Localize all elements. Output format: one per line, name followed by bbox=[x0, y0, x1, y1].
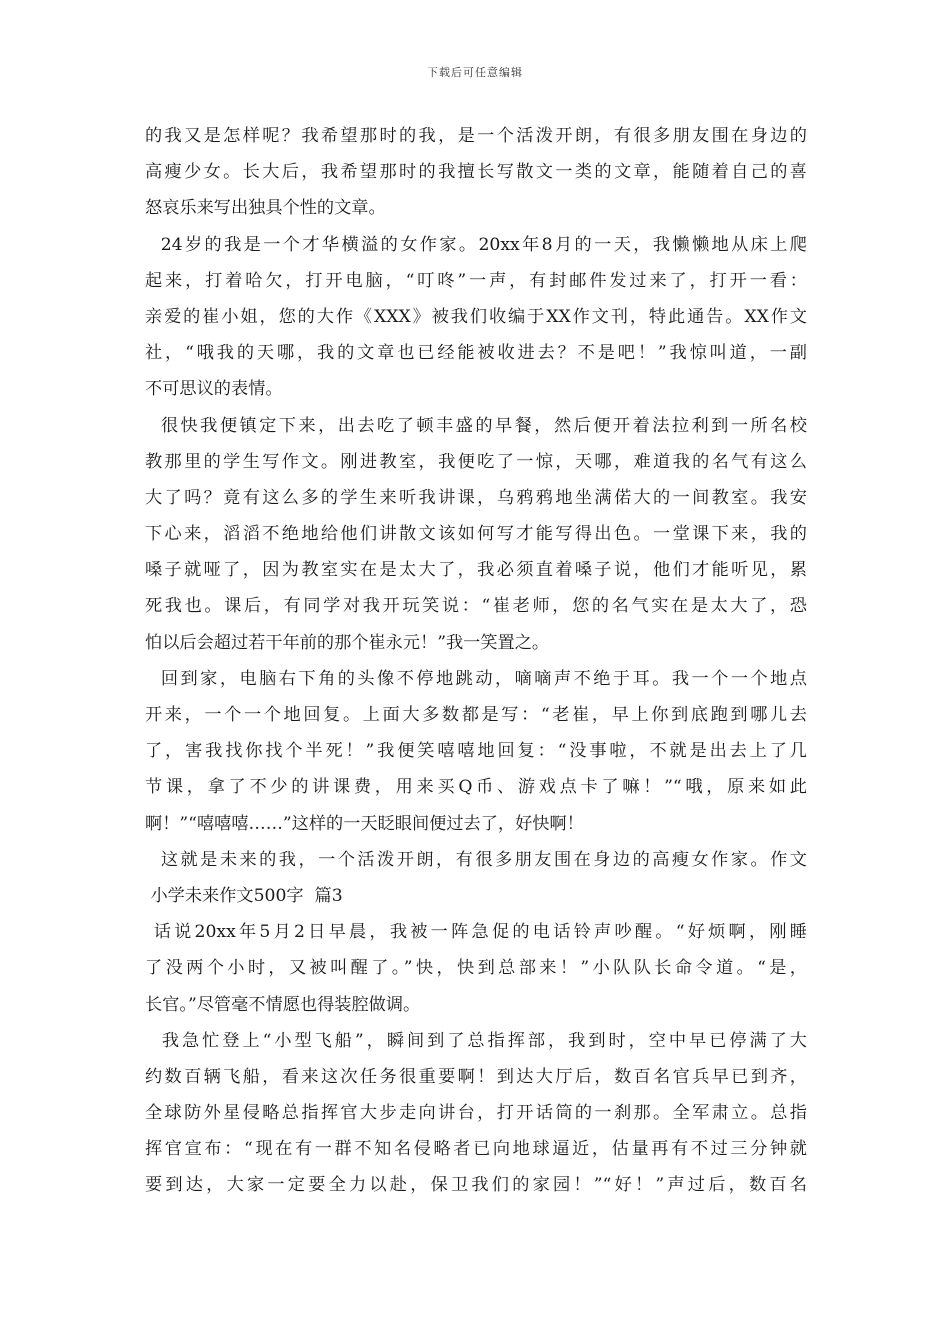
text-line: 的我又是怎样呢？我希望那时的我，是一个活泼开朗，有很多朋友围在身边的 bbox=[145, 126, 807, 146]
text-line: 大了吗？竟有这么多的学生来听我讲课，乌鸦鸦地坐满偌大的一间教室。我安 bbox=[145, 487, 807, 508]
text-line: 起来，打着哈欠，打开电脑，“叮咚”一声，有封邮件发过来了，打开一看： bbox=[145, 270, 807, 291]
text-line: 教那里的学生写作文。刚进教室，我便吃了一惊，天哪，难道我的名气有这么 bbox=[145, 451, 807, 472]
text-line: 不可思议的表情。 bbox=[145, 379, 283, 400]
text-line: 高瘦少女。长大后，我希望那时的我擅长写散文一类的文章，能随着自己的喜 bbox=[145, 162, 807, 183]
document-body bbox=[145, 118, 807, 1204]
text-line: 死我也。课后，有同学对我开玩笑说：“崔老师，您的名气实在是太大了，恐 bbox=[145, 596, 807, 617]
text-line: 了没两个小时，又被叫醒了。”快，快到总部来！”小队队长命令道。“是， bbox=[145, 958, 807, 979]
text-line: 长官。”尽管毫不情愿也得装腔做调。 bbox=[145, 994, 421, 1015]
text-line: 开来，一个一个地回复。上面大多数都是写：“老崔，早上你到底跑到哪儿去 bbox=[145, 705, 807, 725]
text-line: 约数百辆飞船，看来这次任务很重要啊！到达大厅后，数百名官兵早已到齐， bbox=[145, 1066, 807, 1087]
text-line: 亲爱的崔小姐，您的大作《XXX》被我们收编于XX作文刊，特此通告。XX作文 bbox=[145, 306, 807, 327]
text-line: 小学未来作文500字 篇3 bbox=[145, 885, 343, 906]
text-line: 了，害我找你找个半死！”我便笑嘻嘻地回复：“没事啦，不就是出去上了几 bbox=[145, 741, 807, 762]
text-line: 话说20xx年5月2日早晨，我被一阵急促的电话铃声吵醒。“好烦啊，刚睡 bbox=[145, 922, 807, 943]
text-line: 怕以后会超过若干年前的那个崔永元！”我一笑置之。 bbox=[145, 632, 550, 653]
page-header: 下载后可任意编辑 bbox=[427, 66, 523, 79]
text-line: 怒哀乐来写出独具个性的文章。 bbox=[145, 198, 386, 219]
text-line: 挥官宣布：“现在有一群不知名侵略者已向地球逼近，估量再有不过三分钟就 bbox=[145, 1139, 807, 1160]
text-line: 24岁的我是一个才华横溢的女作家。20xx年8月的一天，我懒懒地从床上爬 bbox=[145, 234, 807, 255]
text-line: 要到达，大家一定要全力以赴，保卫我们的家园！”“好！”声过后，数百名 bbox=[145, 1175, 807, 1196]
text-line: 回到家，电脑右下角的头像不停地跳动，嘀嘀声不绝于耳。我一个一个地点 bbox=[145, 668, 807, 689]
text-line: 节课，拿了不少的讲课费，用来买Q币、游戏点卡了嘛！”“哦，原来如此 bbox=[145, 777, 807, 798]
text-line: 社，“哦我的天哪，我的文章也已经能被收进去？不是吧！”我惊叫道，一副 bbox=[145, 343, 807, 364]
text-line: 全球防外星侵略总指挥官大步走向讲台，打开话筒的一刹那。全军肃立。总指 bbox=[145, 1103, 807, 1124]
text-line: 我急忙登上“小型飞船”，瞬间到了总指挥部，我到时，空中早已停满了大 bbox=[145, 1030, 807, 1051]
text-line: 嗓子就哑了，因为教室实在是太大了，我必须直着嗓子说，他们才能听见，累 bbox=[145, 560, 807, 581]
text-line: 下心来，滔滔不绝地给他们讲散文该如何写才能写得出色。一堂课下来，我的 bbox=[145, 524, 807, 545]
text-line: 啊！”“嘻嘻嘻……”这样的一天眨眼间便过去了，好快啊！ bbox=[145, 813, 584, 834]
text-line: 这就是未来的我，一个活泼开朗，有很多朋友围在身边的高瘦女作家。作文 bbox=[145, 849, 807, 870]
text-line: 很快我便镇定下来，出去吃了顿丰盛的早餐，然后便开着法拉利到一所名校 bbox=[145, 415, 807, 436]
